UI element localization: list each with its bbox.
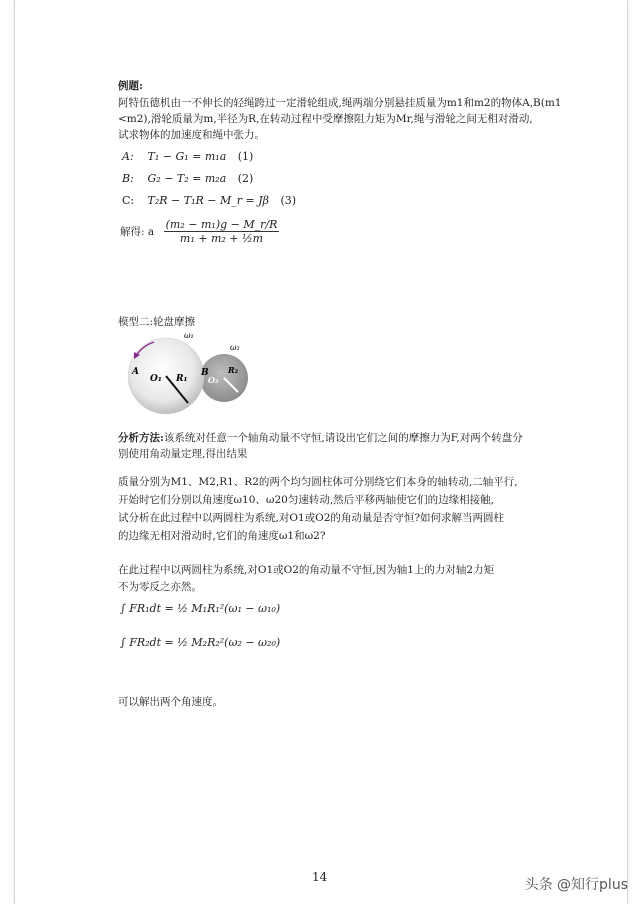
conclusion: 可以解出两个角速度。 — [118, 696, 223, 708]
problem-line-2: 开始时它们分别以角速度ω10、ω20匀速转动,然后平移两轴使它们的边缘相接触, — [118, 494, 495, 506]
eq1-left: ∫ FR₁dt = — [120, 602, 174, 615]
label-r2: R₂ — [228, 365, 239, 375]
equation-c-label: C: — [122, 194, 135, 207]
equation-a — [122, 150, 253, 163]
equation-b-expr: G₂ − T₂ = m₂a — [147, 172, 227, 185]
solution-denominator: m₁ + m₂ + ½m — [179, 232, 264, 245]
label-o1: O₁ — [150, 374, 162, 384]
equation-a-num: (1) — [237, 150, 254, 163]
watermark: 头条 @知行plus — [524, 877, 628, 893]
answer-line-2: 不为零反之亦然。 — [118, 581, 202, 593]
label-omega2: ω₂ — [230, 343, 240, 352]
answer-line-1: 在此过程中以两圆柱为系统,对O1或O2的角动量不守恒,因为轴1上的力对轴2力矩 — [118, 564, 495, 576]
problem-line-4: 的边缘无相对滑动时,它们的角速度ω1和ω2? — [118, 530, 326, 542]
eq2-right: M₂R₂²(ω₂ − ω₂₀) — [191, 636, 281, 649]
label-o2: O₂ — [208, 375, 219, 385]
angular-momentum-equation-2 — [120, 636, 280, 649]
equation-c — [122, 194, 296, 207]
label-b: B — [201, 368, 209, 378]
analysis-line-1 — [118, 430, 523, 446]
solution-label: 解得: a — [120, 226, 155, 238]
solution-fraction — [164, 218, 280, 245]
analysis-label: 分析方法: — [118, 432, 164, 444]
solution-numerator: (m₂ − m₁)g − M_r/R — [165, 218, 278, 231]
example-line-3: 试求物体的加速度和绳中张力。 — [118, 129, 265, 141]
disk-diagram — [118, 330, 278, 415]
equation-b — [122, 172, 253, 185]
angular-momentum-equation-1 — [120, 602, 280, 615]
equation-b-label: B: — [122, 172, 134, 185]
problem-line-3: 试分析在此过程中以两圆柱为系统,对O1或O2的角动量是否守恒?如何求解当两圆柱 — [118, 512, 505, 524]
solution — [120, 218, 279, 245]
example-line-1: 阿特伍德机由一不伸长的轻绳跨过一定滑轮组成,绳两端分别悬挂质量为m1和m2的物体A,B(m1 — [118, 97, 562, 109]
equation-c-num: (3) — [280, 194, 297, 207]
equation-c-expr: T₂R − T₁R − M_r = Jβ — [147, 194, 269, 207]
document-page — [14, 0, 628, 904]
equation-b-num: (2) — [237, 172, 254, 185]
model-title: 模型二:轮盘摩擦 — [118, 316, 196, 328]
example-heading: 例题: — [118, 80, 143, 92]
eq1-coef: ½ — [177, 602, 188, 615]
label-r1: R₁ — [176, 374, 188, 384]
eq2-left: ∫ FR₂dt = — [120, 636, 174, 649]
example-line-2: <m2),滑轮质量为m,半径为R,在转动过程中受摩擦阻力矩为Mr,绳与滑轮之间无相对滑动, — [118, 113, 533, 125]
eq1-right: M₁R₁²(ω₁ − ω₁₀) — [191, 602, 281, 615]
analysis-line-2: 别使用角动量定理,得出结果 — [118, 448, 248, 460]
analysis-text-1: 该系统对任意一个轴角动量不守恒,请设出它们之间的摩擦力为F,对两个转盘分 — [163, 432, 523, 444]
label-omega1: ω₁ — [184, 331, 194, 340]
equation-a-expr: T₁ − G₁ = m₁a — [147, 150, 227, 163]
page-number: 14 — [312, 870, 328, 884]
eq2-coef: ½ — [177, 636, 188, 649]
label-a: A — [132, 367, 139, 377]
problem-line-1: 质量分别为M1、M2,R1、R2的两个均匀圆柱体可分别绕它们本身的轴转动,二轴平行, — [118, 476, 518, 488]
equation-a-label: A: — [122, 150, 134, 163]
